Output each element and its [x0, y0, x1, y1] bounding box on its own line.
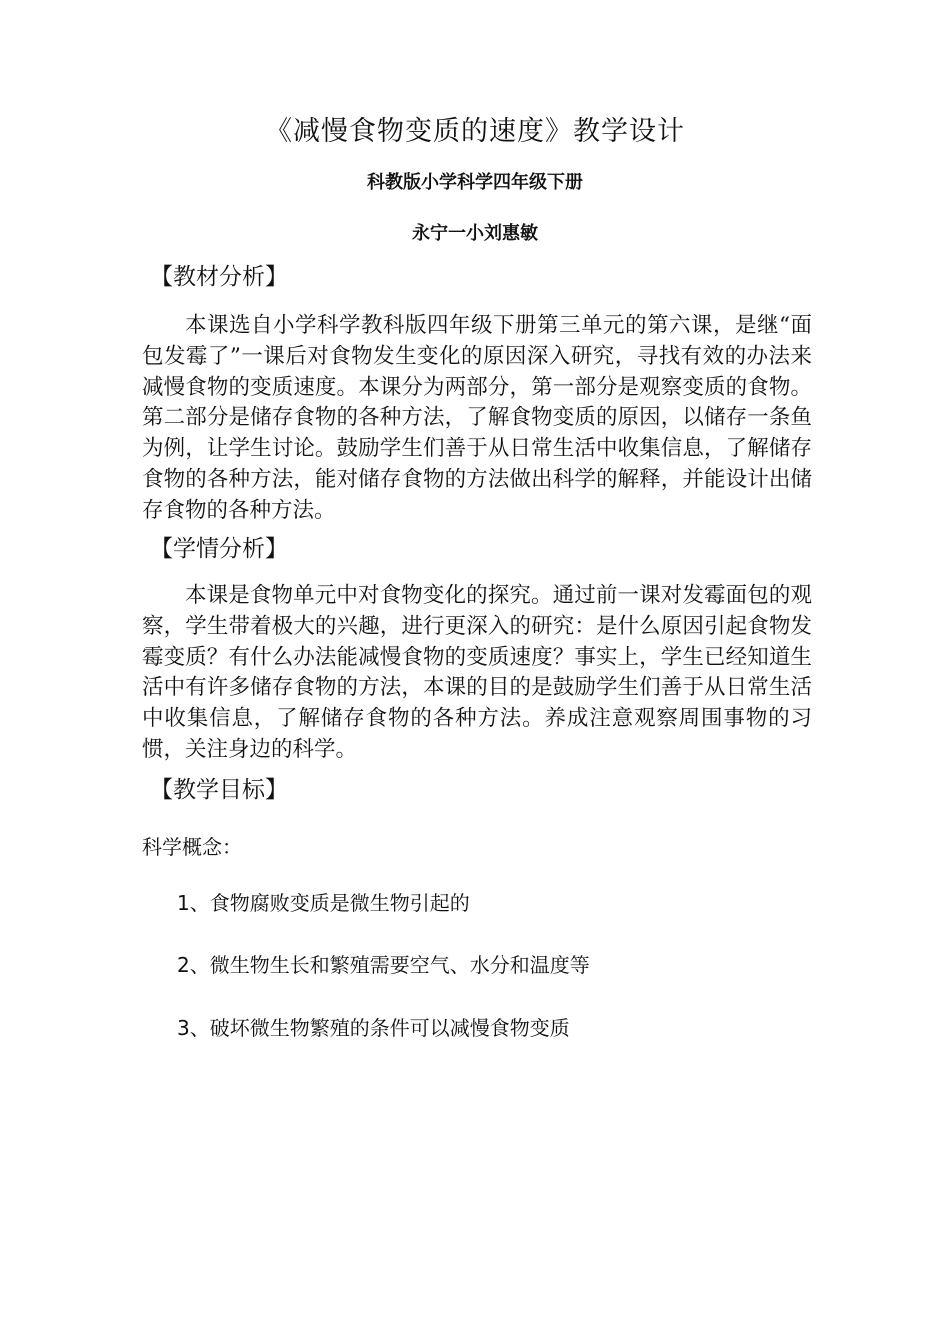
section-heading-student-analysis: 【学情分析】: [150, 536, 288, 562]
concept-number: 1: [177, 891, 190, 915]
concept-item: [177, 888, 470, 918]
document-subtitle: 科教版小学科学四年级下册: [367, 172, 583, 193]
science-concepts-label: 科学概念：: [142, 835, 242, 859]
concept-text: 、食物腐败变质是微生物引起的: [189, 891, 470, 915]
paragraph-student-analysis: 本课是食物单元中对食物变化的探究。通过前一课对发霉面包的观察，学生带着极大的兴趣，进行更深入的研究：是什么原因引起食物发霉变质？有什么办法能减慢食物的变质速度？事实上，学生已经知道生活中有许多储存食物的方法，本课的目的是鼓励学生们善于从日常生活中收集信息，了解储存食物的各种方法。养成注意观察周围事物的习惯，关注身边的科学。: [142, 583, 812, 762]
concept-item: [177, 1013, 570, 1043]
concept-text: 、破坏微生物繁殖的条件可以减慢食物变质: [189, 1016, 570, 1040]
concept-number: 2: [177, 953, 190, 977]
concept-text: 、微生物生长和繁殖需要空气、水分和温度等: [189, 953, 590, 977]
section-heading-textbook-analysis: 【教材分析】: [150, 264, 288, 290]
concept-number: 3: [177, 1016, 190, 1040]
paragraph-textbook-analysis: 本课选自小学科学教科版四年级下册第三单元的第六课，是继“面包发霉了”一课后对食物发生变化的原因深入研究，寻找有效的办法来减慢食物的变质速度。本课分为两部分，第一部分是观察变质的食物。第二部分是储存食物的各种方法，了解食物变质的原因，以储存一条鱼为例，让学生讨论。鼓励学生们善于从日常生活中收集信息，了解储存食物的各种方法，能对储存食物的方法做出科学的解释，并能设计出储存食物的各种方法。: [142, 313, 812, 523]
document-author: 永宁一小刘惠敏: [412, 223, 538, 244]
concept-item: [177, 950, 590, 980]
section-heading-teaching-goals: 【教学目标】: [150, 777, 288, 803]
document-title: 《减慢食物变质的速度》教学设计: [265, 116, 685, 147]
